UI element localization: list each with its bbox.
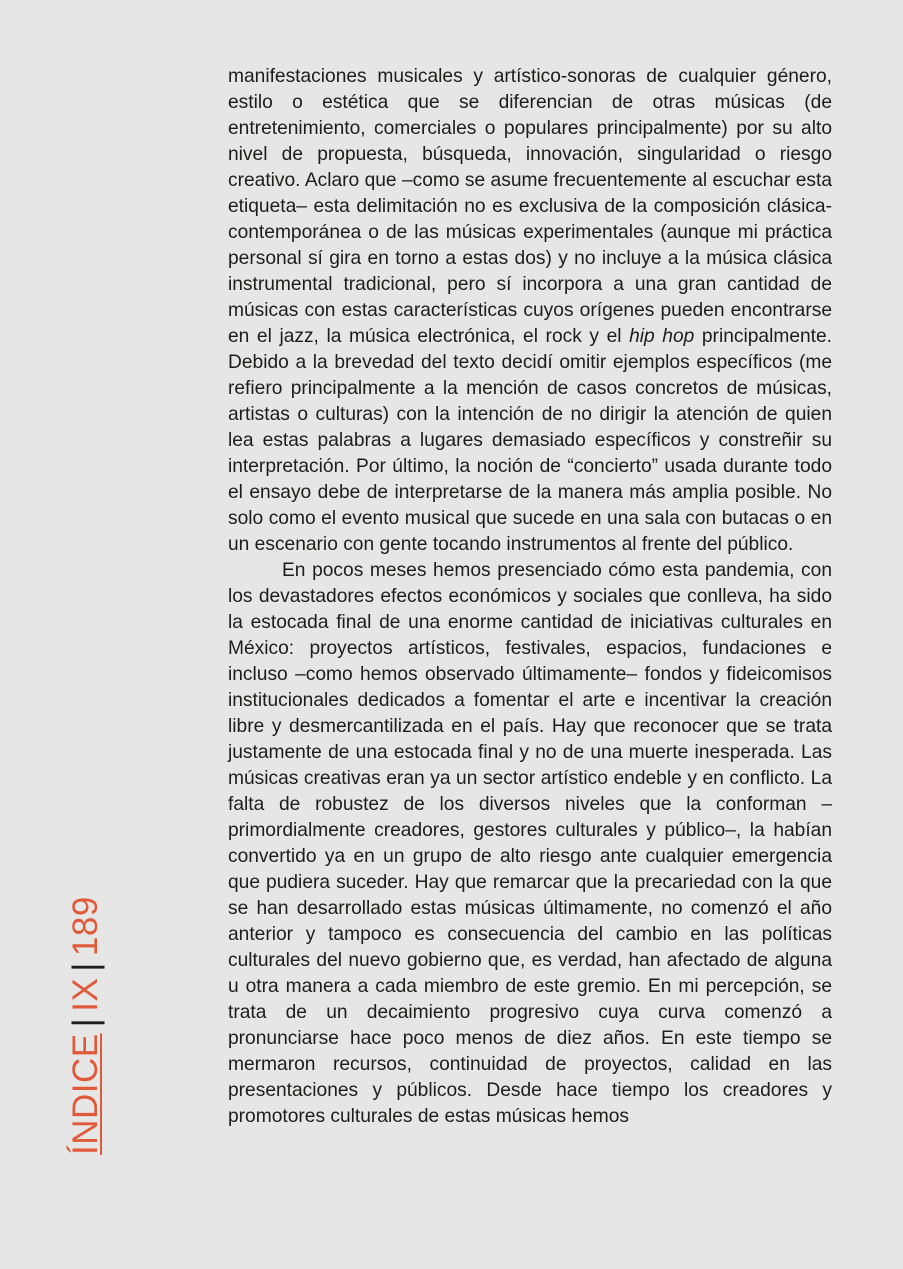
paragraph-1-italic: hip hop [629, 326, 695, 347]
chapter-number: IX [66, 977, 105, 1012]
paragraph-1 [228, 64, 832, 558]
side-navigation [66, 555, 106, 1155]
nav-separator-2: | [66, 962, 105, 972]
paragraph-1-part-a: manifestaciones musicales y artístico-sonoras de cualquier género, estilo o estética que se diferencian de otras músicas (de entretenimiento, comerciales o populares principalmente) por su alto nivel de propuesta, búsqueda, innovación, singularidad o riesgo creativo. Aclaro que –como se asume frecuentemente al escuchar esta etiqueta– esta delimitación no es exclusiva de la composición clásica-contemporánea o de las músicas experimentales (aunque mi práctica personal sí gira en torno a estas dos) y no incluye a la música clásica instrumental tradicional, pero sí incorpora a una gran cantidad de músicas con estas características cuyos orígenes pueden encontrarse en el jazz, la música electrónica, el rock y el [228, 66, 832, 347]
nav-separator: | [66, 1017, 105, 1028]
paragraph-2: En pocos meses hemos presenciado cómo esta pandemia, con los devastadores efectos económicos y sociales que conlleva, ha sido la estocada final de una enorme cantidad de iniciativas culturales en México: proyectos artísticos, festivales, espacios, fundaciones e incluso –como hemos observado últimamente– fondos y fideicomisos institucionales dedicados a fomentar el arte e incentivar la creación libre y desmercantilizada en el país. Hay que reconocer que se trata justamente de una estocada final y no de una muerte inesperada. Las músicas creativas eran ya un sector artístico endeble y en conflicto. La falta de robustez de los diversos niveles que la conforman –primordialmente creadores, gestores culturales y público–, la habían convertido ya en un grupo de alto riesgo ante cualquier emergencia que pudiera suceder. Hay que remarcar que la precariedad con la que se han desarrollado estas músicas últimamente, no comenzó el año anterior y tampoco es consecuencia del cambio en las políticas culturales del nuevo gobierno que, es verdad, han afectado de alguna u otra manera a cada miembro de este gremio. En mi percepción, se trata de un decaimiento progresivo cuya curva comenzó a pronunciarse hace poco menos de diez años. En este tiempo se mermaron recursos, continuidad de proyectos, calidad en las presentaciones y públicos. Desde hace tiempo los creadores y promotores culturales de estas músicas hemos [228, 560, 832, 1127]
paragraph-1-part-b: principalmente. Debido a la brevedad del texto decidí omitir ejemplos específicos (me refiero principalmente a la mención de casos concretos de músicas, artistas o culturas) con la intención de no dirigir la atención de quien lea estas palabras a lugares demasiado específicos y constreñir su interpretación. Por último, la noción de “concierto” usada durante todo el ensayo debe de interpretarse de la manera más amplia posible. No solo como el evento musical que sucede en una sala con butacas o en un escenario con gente tocando instrumentos al frente del público. [228, 326, 832, 555]
index-link[interactable]: ÍNDICE [66, 1033, 105, 1155]
page-number: 189 [66, 896, 105, 957]
body-text [228, 64, 832, 1130]
